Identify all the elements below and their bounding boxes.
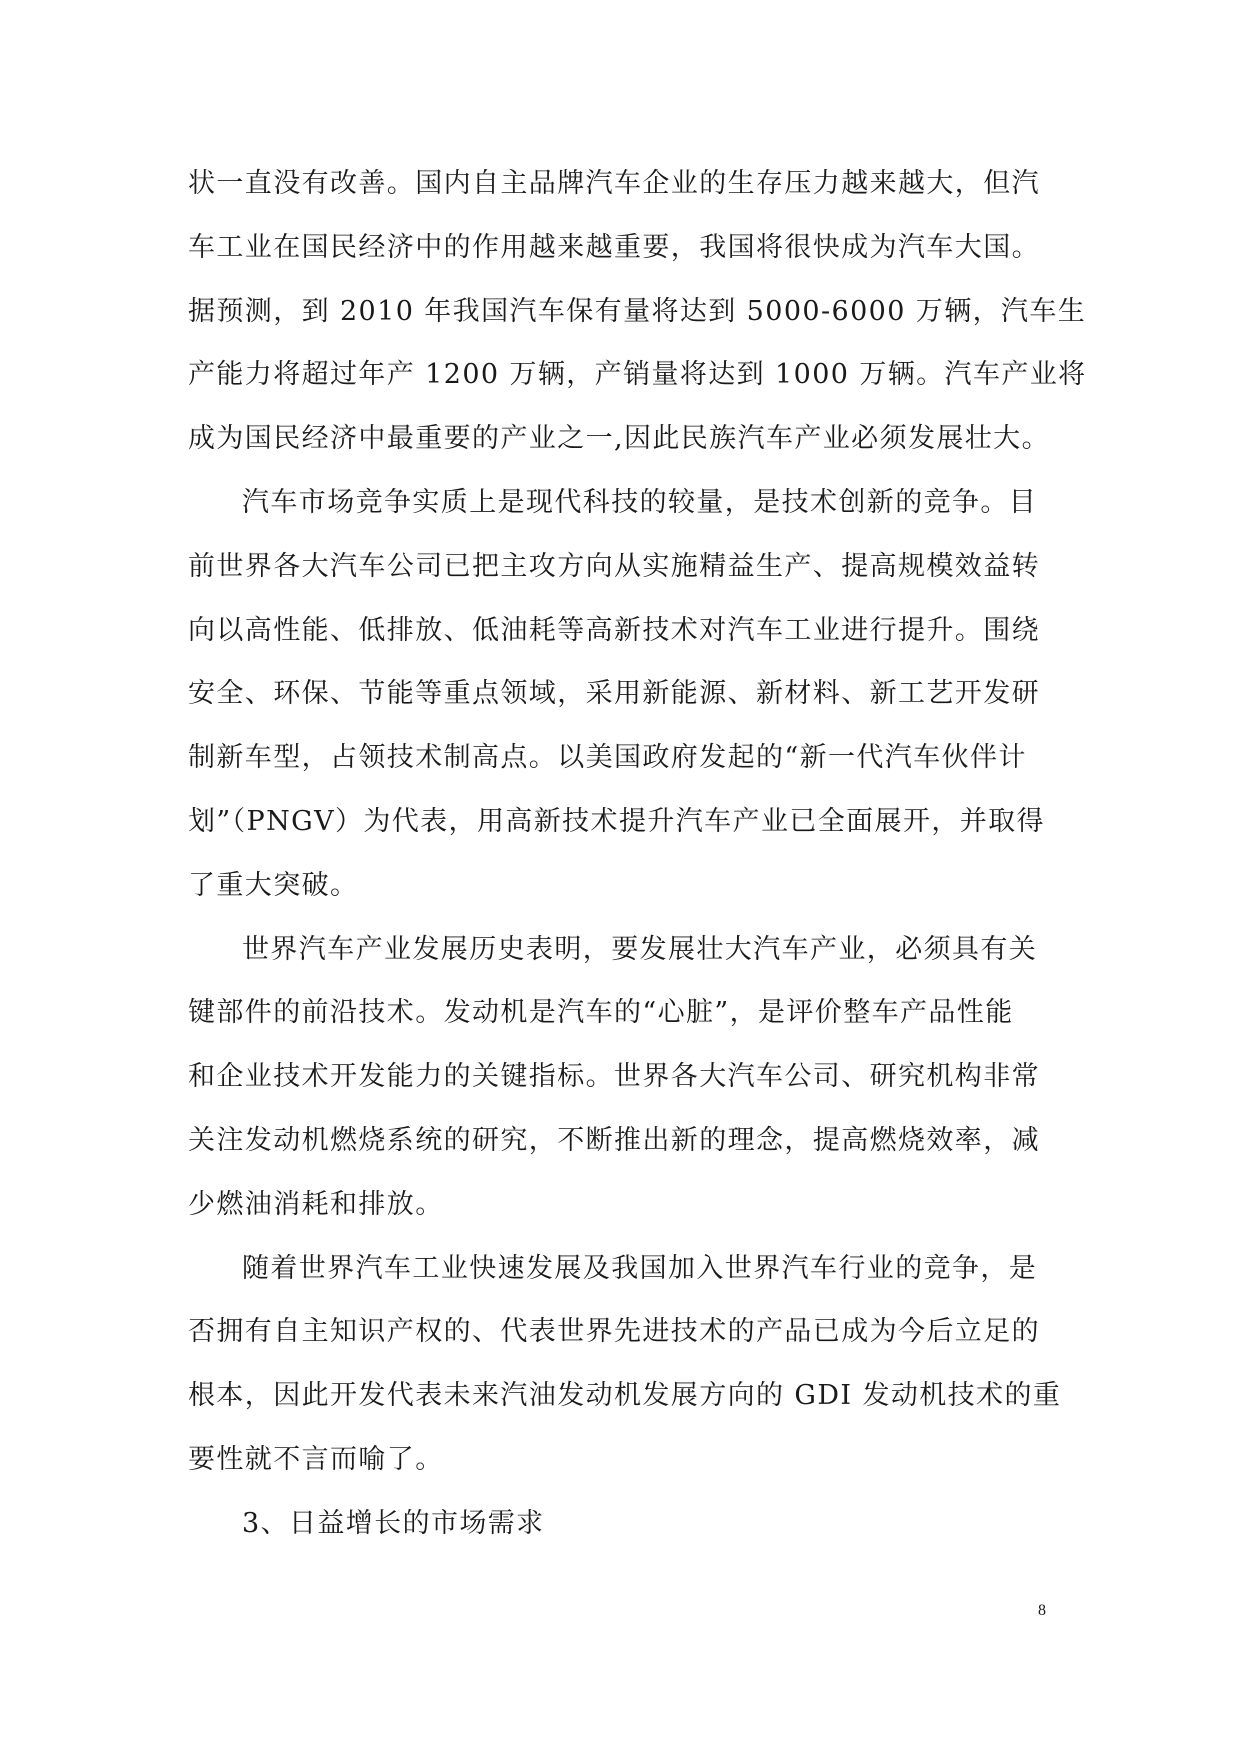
text-line: 成为国民经济中最重要的产业之一,因此民族汽车产业必须发展壮大。 — [188, 423, 1050, 455]
text-line: 关注发动机燃烧系统的研究，不断推出新的理念，提高燃烧效率，减 — [188, 1124, 1040, 1156]
section-heading: 3、日益增长的市场需求 — [242, 1507, 545, 1539]
text-line: 少燃油消耗和排放。 — [188, 1188, 444, 1220]
text-line: 否拥有自主知识产权的、代表世界先进技术的产品已成为今后立足的 — [188, 1316, 1040, 1348]
text-line: 安全、环保、节能等重点领域，采用新能源、新材料、新工艺开发研 — [188, 678, 1040, 710]
text-line: 向以高性能、低排放、低油耗等高新技术对汽车工业进行提升。围绕 — [188, 614, 1040, 646]
text-line: 和企业技术开发能力的关键指标。世界各大汽车公司、研究机构非常 — [188, 1061, 1040, 1093]
text-line: 划”（PNGV）为代表，用高新技术提升汽车产业已全面展开，并取得 — [188, 805, 1045, 837]
text-line: 前世界各大汽车公司已把主攻方向从实施精益生产、提高规模效益转 — [188, 550, 1040, 582]
text-line: 要性就不言而喻了。 — [188, 1443, 444, 1475]
text-line: 状一直没有改善。国内自主品牌汽车企业的生存压力越来越大，但汽 — [188, 168, 1040, 199]
page-number: 8 — [1038, 1602, 1046, 1619]
text-line: 了重大突破。 — [188, 869, 359, 901]
text-line: 世界汽车产业发展历史表明，要发展壮大汽车产业，必须具有关 — [242, 933, 1038, 965]
text-line: 产能力将超过年产 1200 万辆，产销量将达到 1000 万辆。汽车产业将 — [188, 359, 1087, 391]
text-line: 随着世界汽车工业快速发展及我国加入世界汽车行业的竞争，是 — [242, 1252, 1038, 1284]
text-line: 键部件的前沿技术。发动机是汽车的“心脏”，是评价整车产品性能 — [188, 997, 1014, 1029]
text-line: 据预测，到 2010 年我国汽车保有量将达到 5000-6000 万辆，汽车生 — [188, 295, 1087, 327]
text-line: 车工业在国民经济中的作用越来越重要，我国将很快成为汽车大国。 — [188, 231, 1040, 263]
body-text — [188, 152, 1087, 1556]
text-line: 根本，因此开发代表未来汽油发动机发展方向的 GDI 发动机技术的重 — [188, 1380, 1062, 1412]
text-line: 制新车型，占领技术制高点。以美国政府发起的“新一代汽车伙伴计 — [188, 742, 1027, 774]
text-line: 汽车市场竞争实质上是现代科技的较量，是技术创新的竞争。目 — [242, 486, 1038, 518]
